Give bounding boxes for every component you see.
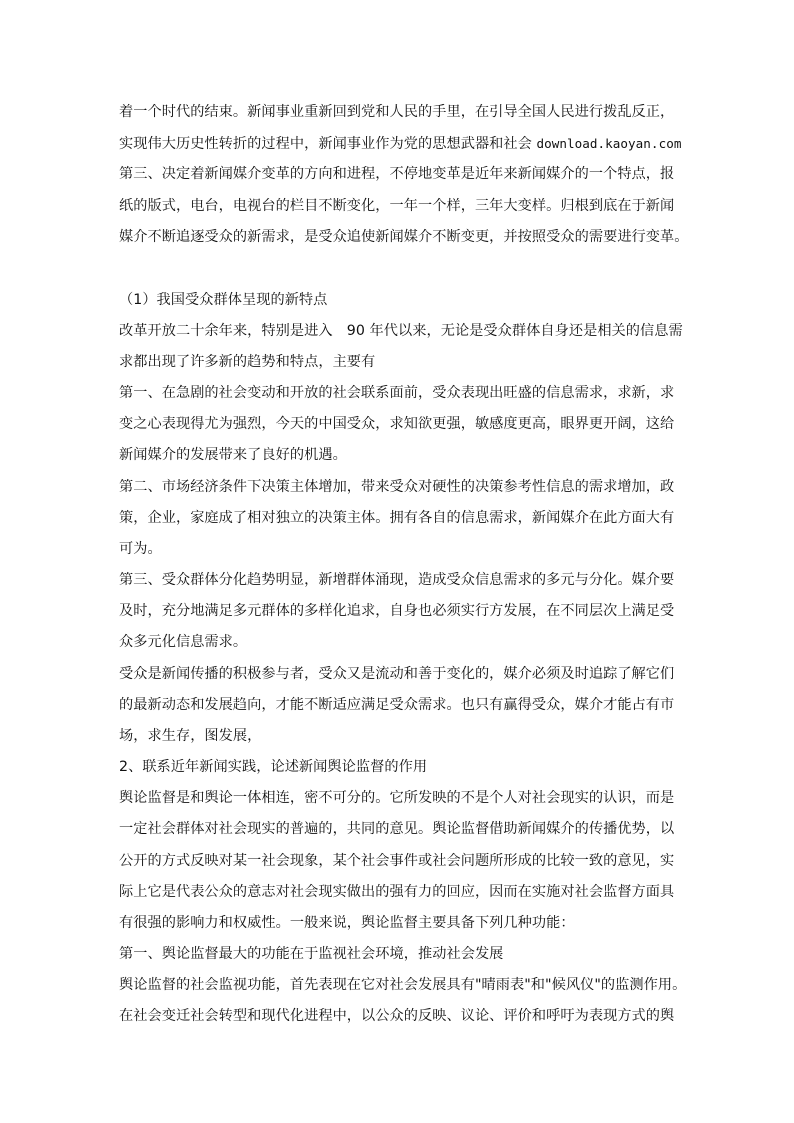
text-line: 公开的方式反映对某一社会现象，某个社会事件或社会问题所形成的比较一致的意见，实 (119, 853, 675, 869)
text-line: 受众是新闻传播的积极参与者，受众又是流动和善于变化的，媒介必须及时追踪了解它们 (119, 666, 675, 682)
section-heading: 2、联系近年新闻实践，论述新闻舆论监督的作用 (119, 759, 428, 775)
text-line: 一定社会群体对社会现实的普遍的，共同的意见。舆论监督借助新闻媒介的传播优势，以 (119, 821, 675, 837)
text-line-content: 实现伟大历史性转折的过程中，新闻事业作为党的思想武器和社会 (119, 136, 537, 152)
text-line: 在社会变迁社会转型和现代化进程中，以公众的反映、议论、评价和呼吁为表现方式的舆 (119, 1008, 675, 1024)
text-line: 可为。 (119, 541, 162, 557)
text-line: 际上它是代表公众的意志对社会现实做出的强有力的回应，因而在实施对社会监督方面具 (119, 884, 675, 900)
text-line: 媒介不断追逐受众的新需求，是受众追使新闻媒介不断变更，并按照受众的需要进行变革。 (119, 229, 689, 245)
text-line: 第三、决定着新闻媒介变革的方向和进程，不停地变革是近年来新闻媒介的一个特点，报 (119, 166, 675, 182)
download-source-text: download.kaoyan.com (536, 136, 682, 151)
text-line: 有很强的影响力和权威性。一般来说，舆论监督主要具备下列几种功能： (119, 915, 575, 931)
text-line: 策，企业，家庭成了相对独立的决策主体。拥有各自的信息需求，新闻媒介在此方面大有 (119, 510, 675, 526)
text-line: 第一、在急剧的社会变动和开放的社会联系面前，受众表现出旺盛的信息需求，求新，求 (119, 385, 675, 401)
text-line: 场，求生存，图发展， (119, 728, 262, 744)
text-line: 舆论监督是和舆论一体相连，密不可分的。它所发映的不是个人对社会现实的认识，而是 (119, 790, 675, 806)
text-line: 舆论监督的社会监视功能，首先表现在它对社会发展具有"晴雨表"和"候风仪"的监测作用。 (119, 977, 687, 993)
text-line (119, 134, 681, 154)
text-line: 纸的版式，电台，电视台的栏目不断变化，一年一个样，三年大变样。归根到底在于新闻 (119, 198, 675, 214)
text-line: 改革开放二十余年来，特别是进入 90 年代以来，无论是受众群体自身还是相关的信息需 (119, 323, 683, 339)
text-line: 变之心表现得尤为强烈，今天的中国受众，求知欲更强，敏感度更高，眼界更开阔，这给 (119, 416, 675, 432)
text-line: 着一个时代的结束。新闻事业重新回到党和人民的手里，在引导全国人民进行拨乱反正， (119, 104, 675, 120)
text-line: 第二、市场经济条件下决策主体增加，带来受众对硬性的决策参考性信息的需求增加，政 (119, 479, 675, 495)
text-line: 的最新动态和发展趋向，才能不断适应满足受众需求。也只有赢得受众，媒介才能占有市 (119, 697, 675, 713)
text-line: 第一、舆论监督最大的功能在于监视社会环境，推动社会发展 (119, 946, 504, 962)
text-line: 及时，充分地满足多元群体的多样化追求，自身也必须实行方发展，在不同层次上满足受 (119, 603, 675, 619)
text-line: 第三、受众群体分化趋势明显，新增群体涌现，造成受众信息需求的多元与分化。媒介要 (119, 572, 675, 588)
text-line: 新闻媒介的发展带来了良好的机遇。 (119, 447, 347, 463)
text-line: 求都出现了许多新的趋势和特点，主要有 (119, 354, 376, 370)
text-line: 众多元化信息需求。 (119, 634, 248, 650)
section-heading: （1）我国受众群体呈现的新特点 (119, 292, 328, 308)
